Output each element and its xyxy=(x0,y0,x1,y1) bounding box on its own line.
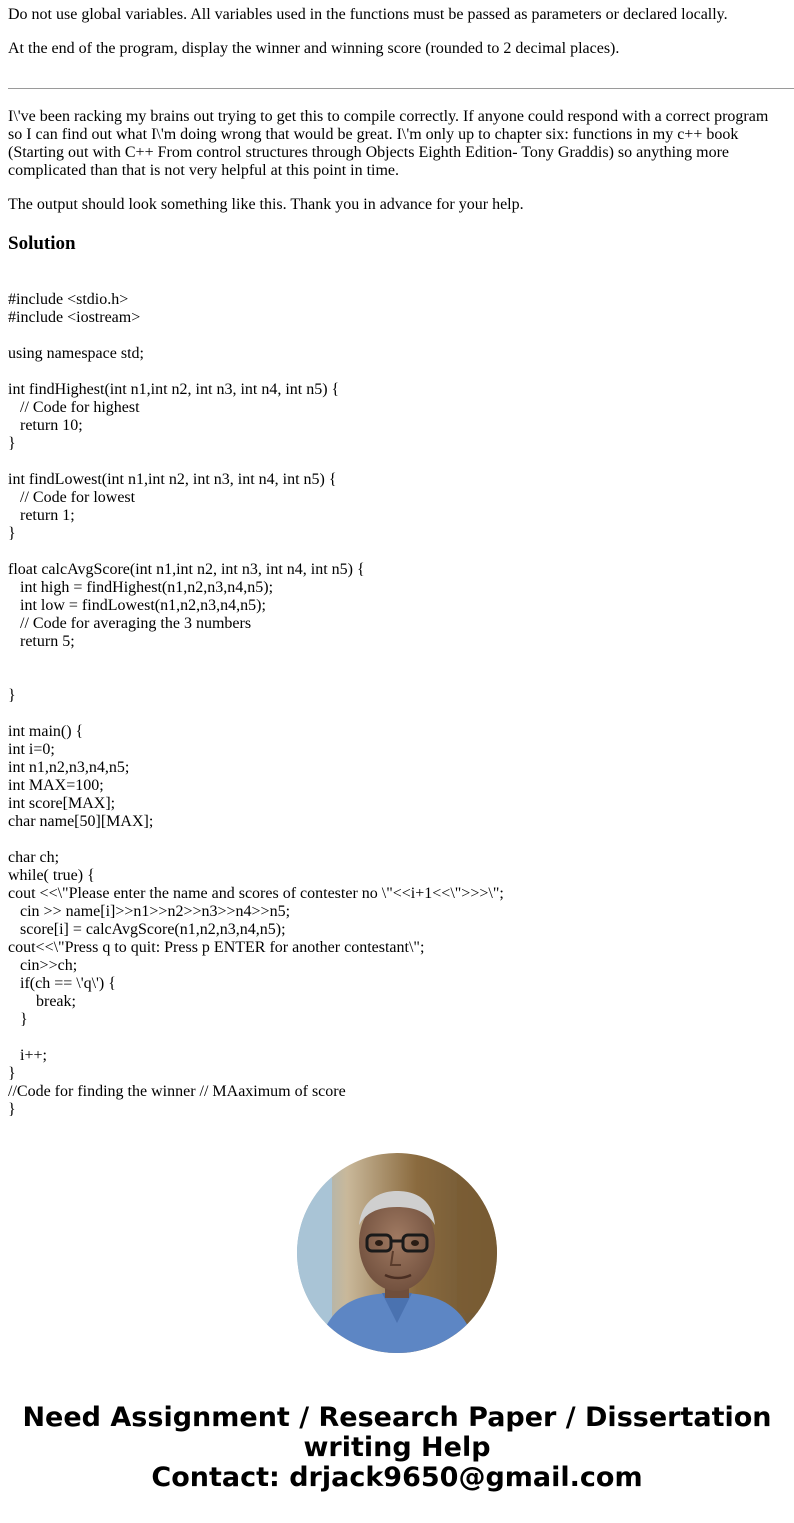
solution-code: #include <stdio.h> #include <iostream> using namespace std; int findHighest(int n1,int n2, int n3, int n4, int n5) { // Code for highest return 10; } int findLowest(int n1,int n2, int n3, int n4, int n5) { // Code for lowest return 1; } float calcAvgScore(int n1,int n2, int n3, int n4, int n5) { int high = findHighest(n1,n2,n3,n4,n5); int low = findLowest(n1,n2,n3,n4,n5); // Code for averaging the 3 numbers return 5; } int main() { int i=0; int n1,n2,n3,n4,n5; int MAX=100; int score[MAX]; char name[50][MAX]; char ch; while( true) { cout <<\"Please enter the name and scores of contester no \"<<i+1<<\">>>\"; cin >> name[i]>>n1>>n2>>n3>>n4>>n5; score[i] = calcAvgScore(n1,n2,n3,n4,n5); cout<<\"Press q to quit: Press p ENTER for another contestant\"; cin>>ch; if(ch == \'q\') { break; } i++; } //Code for finding the winner // MAaximum of score } xyxy=(8,291,504,1118)
question-paragraph-4: The output should look something like this. Thank you in advance for your help. xyxy=(8,196,524,213)
promo-banner xyxy=(0,1403,794,1493)
question-paragraph-2: At the end of the program, display the winner and winning score (rounded to 2 decimal places). xyxy=(8,40,620,57)
author-avatar xyxy=(297,1153,497,1353)
author-photo-icon xyxy=(297,1153,497,1353)
promo-contact: Contact: drjack9650@gmail.com xyxy=(151,1462,643,1493)
promo-line-1: Need Assignment / Research Paper / Dissertation xyxy=(22,1402,772,1433)
question-paragraph-1: Do not use global variables. All variables used in the functions must be passed as parameters or declared locally. xyxy=(8,6,728,23)
divider xyxy=(8,88,794,89)
promo-line-2: writing Help xyxy=(303,1432,491,1463)
solution-heading: Solution xyxy=(8,233,76,254)
question-paragraph-3: I\'ve been racking my brains out trying to get this to compile correctly. If anyone could respond with a correct program so I can find out what I\'m doing wrong that would be great. I\'m only up to chapter six: functions in my c++ book (Starting out with C++ From control structures through Objects Eighth Edition- Tony Graddis) so anything more complicated than that is not very helpful at this point in time. xyxy=(8,108,769,179)
